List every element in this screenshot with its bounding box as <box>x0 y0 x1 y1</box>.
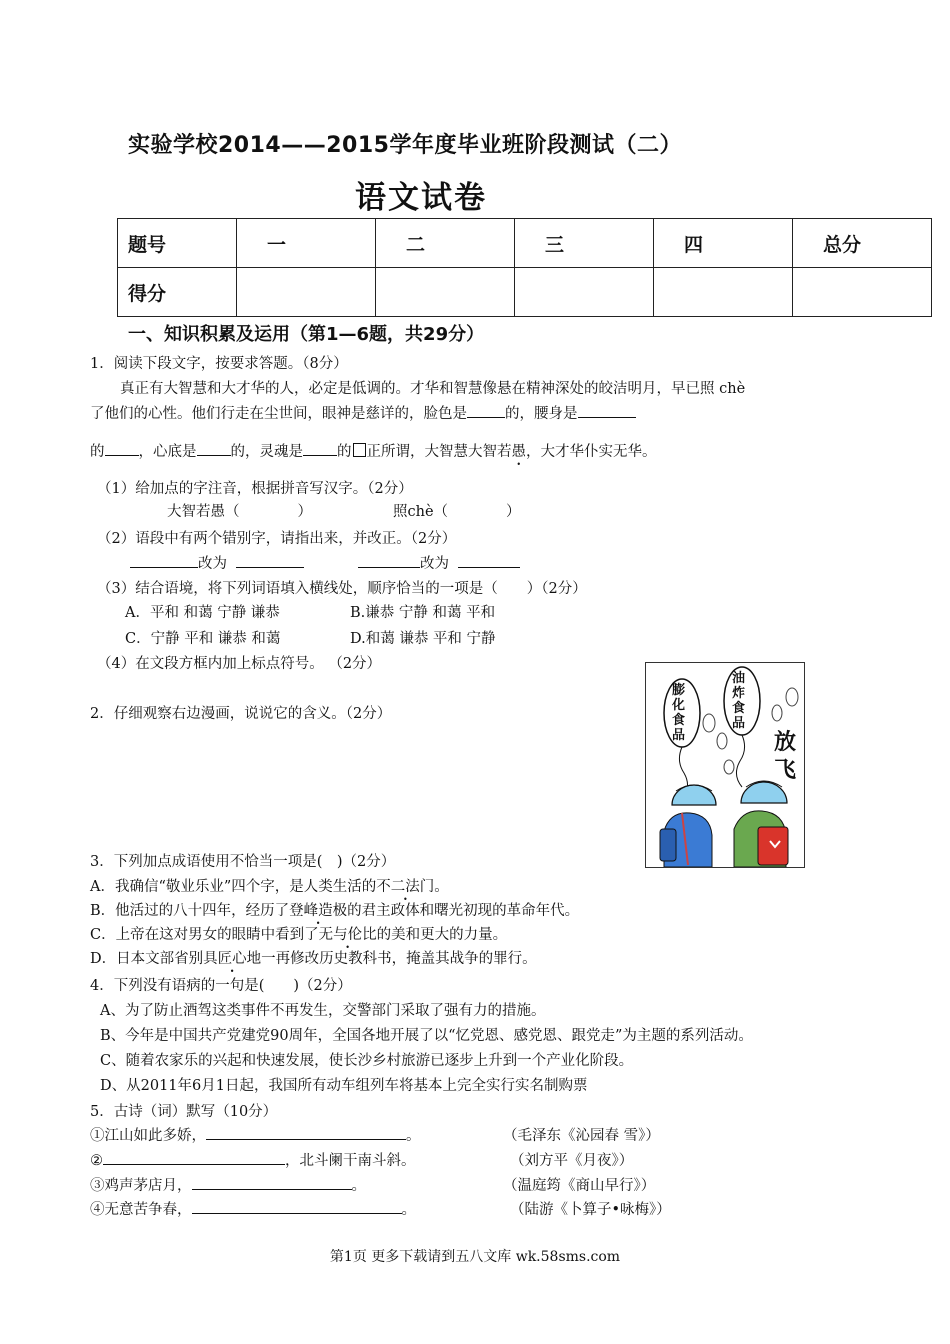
q5-source: （毛泽东《沁园春 雪》） <box>503 1128 660 1144</box>
dotted-idiom: 不二法门 <box>376 879 435 895</box>
answer-blank[interactable] <box>467 403 505 418</box>
passage-text: 的，灵魂是 <box>230 444 303 460</box>
dotted-idiom: 匠心 <box>217 951 247 967</box>
score-table-cell: 三 <box>515 219 654 268</box>
q1-sub4: （4）在文段方框内加上标点符号。 （2分） <box>97 656 382 672</box>
comic-balloon-label: 膨化食品 <box>672 683 686 743</box>
q2-prompt: 2．仔细观察右边漫画，说说它的含义。（2分） <box>90 706 392 722</box>
poem-text: ② <box>90 1153 103 1169</box>
q3-option <box>90 923 507 944</box>
q4-option: A、为了防止酒驾这类事件不再发生，交警部门采取了强有力的措施。 <box>100 1003 546 1019</box>
punctuation-box[interactable] <box>353 443 366 457</box>
change-label: 改为 <box>198 556 227 572</box>
answer-blank[interactable] <box>197 441 231 456</box>
q5-prompt: 5．古诗（词）默写（10分） <box>90 1104 278 1120</box>
q5-source: （陆游《卜算子•咏梅》） <box>510 1202 671 1218</box>
poem-text: 。 <box>406 1128 421 1144</box>
section-heading: 一、知识积累及运用（第1—6题，共29分） <box>128 324 485 345</box>
answer-blank[interactable] <box>358 553 420 568</box>
q4-option: D、从2011年6月1日起，我国所有动车组列车将基本上完全实行实名制购票 <box>100 1078 588 1094</box>
passage-text: 正所谓，大智慧大智若 <box>366 444 512 460</box>
q1-sub3-option: A．平和 和蔼 宁静 谦恭 <box>125 605 280 621</box>
q1-sub1-a: 大智若愚（ ） <box>167 504 312 520</box>
q1-passage-line <box>90 402 636 423</box>
score-input-cell[interactable] <box>793 268 932 317</box>
answer-blank[interactable] <box>458 553 520 568</box>
answer-blank[interactable] <box>206 1125 406 1140</box>
poem-text: 。 <box>351 1178 366 1194</box>
q3-option <box>90 947 537 968</box>
answer-blank[interactable] <box>303 441 337 456</box>
q1-prompt: 1．阅读下段文字，按要求答题。（8分） <box>90 356 348 372</box>
answer-blank[interactable] <box>192 1199 402 1214</box>
q1-sub2: （2）语段中有两个错别字，请指出来，并改正。（2分） <box>97 531 457 547</box>
passage-text: 的 <box>337 444 352 460</box>
q4-prompt: 4．下列没有语病的一句是( )（2分） <box>90 978 352 994</box>
score-table <box>117 218 932 317</box>
q5-source: （温庭筠《商山早行》） <box>503 1178 656 1194</box>
poem-text: 。 <box>401 1202 416 1218</box>
score-table-score-row <box>118 268 932 317</box>
answer-blank[interactable] <box>130 553 198 568</box>
q3-option <box>90 899 579 920</box>
q3-prompt: 3．下列加点成语使用不恰当一项是( )（2分） <box>90 854 396 870</box>
score-table-cell: 得分 <box>118 268 237 317</box>
q4-option: C、随着农家乐的兴起和快速发展，使长沙乡村旅游已逐步上升到一个产业化阶段。 <box>100 1053 634 1069</box>
q3-option <box>90 875 449 896</box>
q1-sub1: （1）给加点的字注音，根据拼音写汉字。（2分） <box>97 481 413 497</box>
q1-sub3-option: D.和蔼 谦恭 平和 宁静 <box>350 631 496 647</box>
passage-text: ，心底是 <box>138 444 197 460</box>
exam-title: 实验学校2014——2015学年度毕业班阶段测试（二） <box>128 133 682 158</box>
poem-text: ③鸡声茅店月， <box>90 1178 192 1194</box>
option-text: 。 <box>434 879 449 895</box>
answer-blank[interactable] <box>103 1150 285 1165</box>
option-text: 地一再修改历史教科书，掩盖其战争的罪行。 <box>246 951 537 967</box>
passage-text: 的，腰身是 <box>505 406 578 422</box>
passage-text: 了他们的心性。他们行走在尘世间，眼神是慈详的，脸色是 <box>90 406 467 422</box>
score-input-cell[interactable] <box>654 268 793 317</box>
answer-blank[interactable] <box>105 441 139 456</box>
answer-blank[interactable] <box>236 553 304 568</box>
score-input-cell[interactable] <box>376 268 515 317</box>
q1-passage-line: 真正有大智慧和大才华的人，必定是低调的。才华和智慧像悬在精神深处的皎洁明月，早已照 chè <box>120 381 746 397</box>
score-table-cell: 总分 <box>793 219 932 268</box>
option-text: C．上帝在这对男女的眼睛中看到了 <box>90 927 319 943</box>
option-text: 的君主政体和曙光初现的革命年代。 <box>347 903 580 919</box>
score-input-cell[interactable] <box>237 268 376 317</box>
q5-line <box>90 1198 416 1219</box>
poem-text: ，北斗阑干南斗斜。 <box>285 1153 416 1169</box>
answer-blank[interactable] <box>192 1175 352 1190</box>
option-text: A．我确信“敬业乐业”四个字，是人类生活的 <box>90 879 377 895</box>
change-label: 改为 <box>420 556 449 572</box>
q1-passage-line <box>90 440 657 461</box>
q1-sub2-answer-line <box>130 552 304 573</box>
q1-sub2-answer-line <box>358 552 520 573</box>
dotted-char: 愚 <box>511 444 526 460</box>
dotted-idiom: 登峰造极 <box>289 903 348 919</box>
passage-text: 的 <box>90 444 105 460</box>
page-footer: 第1页 更多下载请到五八文库 wk.58sms.com <box>329 1249 621 1265</box>
score-table-cell: 题号 <box>118 219 237 268</box>
q5-line <box>90 1174 366 1195</box>
score-table-cell: 四 <box>654 219 793 268</box>
q1-sub3-option: B.谦恭 宁静 和蔼 平和 <box>350 605 496 621</box>
q5-line <box>90 1124 421 1145</box>
score-table-header-row <box>118 219 932 268</box>
q1-sub3-option: C．宁静 平和 谦恭 和蔼 <box>125 631 281 647</box>
poem-text: ④无意苦争春， <box>90 1202 192 1218</box>
q1-sub1-b: 照chè（ ） <box>393 504 521 520</box>
option-text: 的美和更大的力量。 <box>376 927 508 943</box>
q5-line <box>90 1149 416 1170</box>
q4-option: B、今年是中国共产党建党90周年，全国各地开展了以“忆党恩、感党恩、跟党走”为主题的系列活动。 <box>100 1028 753 1044</box>
q1-sub3: （3）结合语境，将下列词语填入横线处，顺序恰当的一项是（ ）（2分） <box>97 581 587 597</box>
q5-source: （刘方平《月夜》） <box>510 1153 634 1169</box>
score-table-cell: 一 <box>237 219 376 268</box>
score-input-cell[interactable] <box>515 268 654 317</box>
passage-text: ，大才华仆实无华。 <box>526 444 657 460</box>
dotted-idiom: 无与伦比 <box>318 927 377 943</box>
comic-caption: 放飞 <box>774 730 797 783</box>
comic-illustration <box>645 662 805 868</box>
option-text: D．日本文部省别具 <box>90 951 218 967</box>
poem-text: ①江山如此多娇， <box>90 1128 206 1144</box>
exam-subtitle: 语文试卷 <box>355 180 487 216</box>
answer-blank[interactable] <box>578 403 636 418</box>
option-text: B．他活过的八十四年，经历了 <box>90 903 290 919</box>
comic-balloon-label: 油炸食品 <box>732 671 746 731</box>
score-table-cell: 二 <box>376 219 515 268</box>
